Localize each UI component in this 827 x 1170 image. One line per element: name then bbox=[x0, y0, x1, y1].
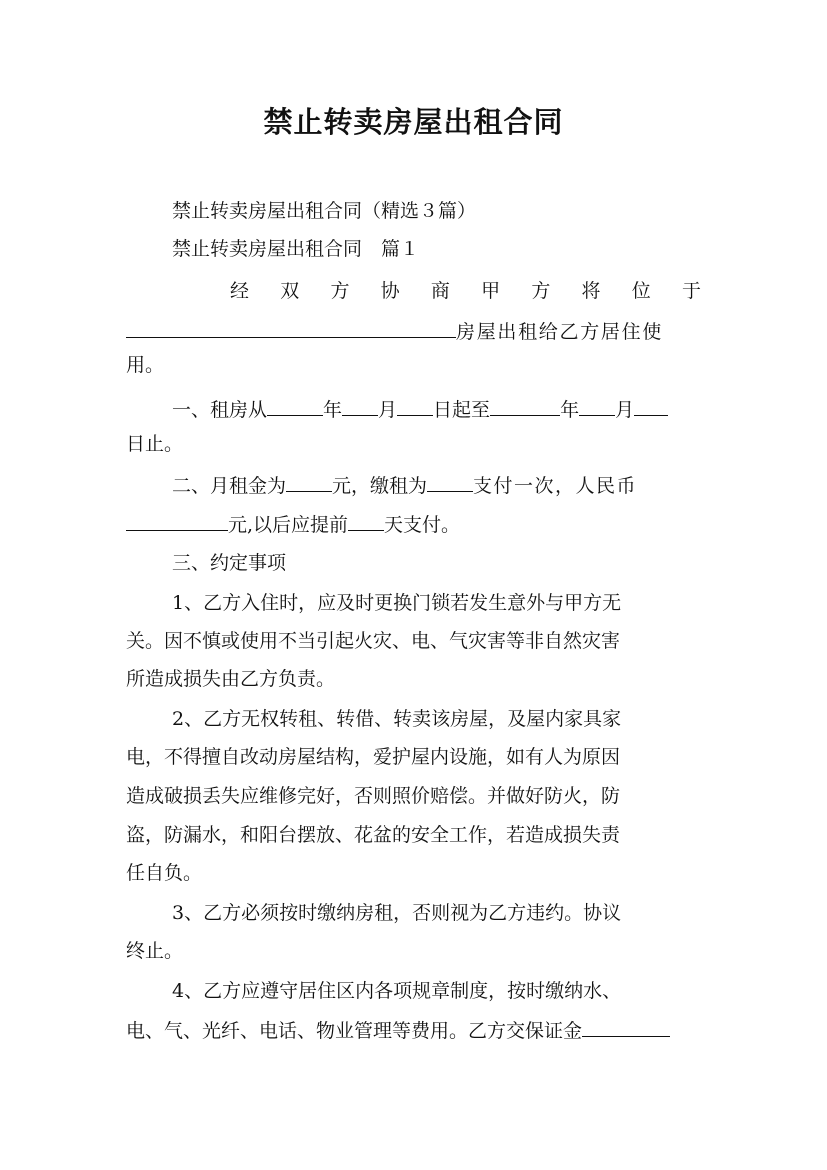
para-1-line: 1、乙方入住时，应及时更换门锁若发生意外与甲方无 bbox=[172, 592, 622, 614]
document-title: 禁止转卖房屋出租合同 bbox=[263, 105, 564, 139]
year-blank bbox=[267, 396, 323, 416]
intro-line-1 bbox=[230, 279, 701, 303]
item-2-text: 元,以后应提前 bbox=[228, 514, 349, 536]
day-blank bbox=[397, 396, 433, 416]
intro-char: 商 bbox=[430, 280, 450, 302]
para-3-line: 终止。 bbox=[126, 940, 184, 962]
item-2-text: 二、月租金为 bbox=[172, 475, 287, 497]
month-blank bbox=[579, 396, 615, 416]
item-2-line-1 bbox=[172, 472, 701, 498]
para-1-line: 所造成损失由乙方负责。 bbox=[126, 668, 336, 690]
intro-char: 经 bbox=[230, 280, 250, 302]
item-1-text: 年 bbox=[323, 399, 343, 421]
intro-tail: 房屋出租给乙方居住使 bbox=[456, 321, 664, 343]
intro-char: 于 bbox=[681, 280, 701, 302]
para-3-line: 3、乙方必须按时缴纳房租，否则视为乙方违约。协议 bbox=[172, 902, 622, 924]
para-2-line: 造成破损丢失应维修完好，否则照价赔偿。并做好防火，防 bbox=[126, 785, 621, 807]
para-4-line: 4、乙方应遵守居住区内各项规章制度，按时缴纳水、 bbox=[172, 980, 622, 1002]
intro-char: 双 bbox=[280, 280, 300, 302]
days-blank bbox=[348, 511, 384, 531]
intro-char: 方 bbox=[531, 280, 551, 302]
intro-char: 甲 bbox=[481, 280, 501, 302]
day-blank bbox=[634, 396, 668, 416]
address-blank bbox=[126, 318, 456, 338]
year-blank bbox=[490, 396, 560, 416]
month-blank bbox=[342, 396, 378, 416]
item-3-heading: 三、约定事项 bbox=[172, 552, 287, 574]
para-2-line: 2、乙方无权转租、转借、转卖该房屋，及屋内家具家 bbox=[172, 708, 622, 730]
item-1-text: 月 bbox=[378, 399, 398, 421]
para-2-line: 电，不得擅自改动房屋结构，爱护屋内设施，如有人为原因 bbox=[126, 746, 621, 768]
item-1-text: 年 bbox=[560, 399, 580, 421]
intro-end: 用。 bbox=[126, 354, 165, 376]
deposit-blank bbox=[582, 1017, 670, 1037]
item-2-text: 天支付。 bbox=[384, 514, 461, 536]
rent-blank bbox=[286, 472, 332, 492]
intro-char: 将 bbox=[581, 280, 601, 302]
item-2-line-2 bbox=[126, 511, 701, 537]
payment-period-blank bbox=[427, 472, 473, 492]
document-subtitle: 禁止转卖房屋出租合同（精选３篇） bbox=[172, 200, 477, 222]
item-1-line-1 bbox=[172, 396, 701, 422]
item-2-text: 元，缴租为 bbox=[332, 475, 428, 497]
para-4-line-2 bbox=[126, 1017, 701, 1043]
intro-char: 协 bbox=[380, 280, 400, 302]
para-2-line: 盗，防漏水，和阳台摆放、花盆的安全工作，若造成损失责 bbox=[126, 824, 621, 846]
para-2-line: 任自负。 bbox=[126, 862, 203, 884]
section-heading: 禁止转卖房屋出租合同 篇１ bbox=[172, 238, 420, 260]
rmb-blank bbox=[126, 511, 228, 531]
intro-char: 位 bbox=[631, 280, 651, 302]
intro-char: 方 bbox=[330, 280, 350, 302]
item-1-line-2: 日止。 bbox=[126, 433, 184, 455]
item-1-text: 一、租房从 bbox=[172, 399, 268, 421]
item-1-text: 月 bbox=[615, 399, 635, 421]
para-1-line: 关。因不慎或使用不当引起火灾、电、气灾害等非自然灾害 bbox=[126, 630, 621, 652]
para-4-text: 电、气、光纤、电话、物业管理等费用。乙方交保证金 bbox=[126, 1020, 583, 1042]
item-1-text: 日起至 bbox=[433, 399, 491, 421]
item-2-text: 支付一次，人民币 bbox=[473, 475, 638, 497]
intro-line-2 bbox=[126, 318, 701, 344]
